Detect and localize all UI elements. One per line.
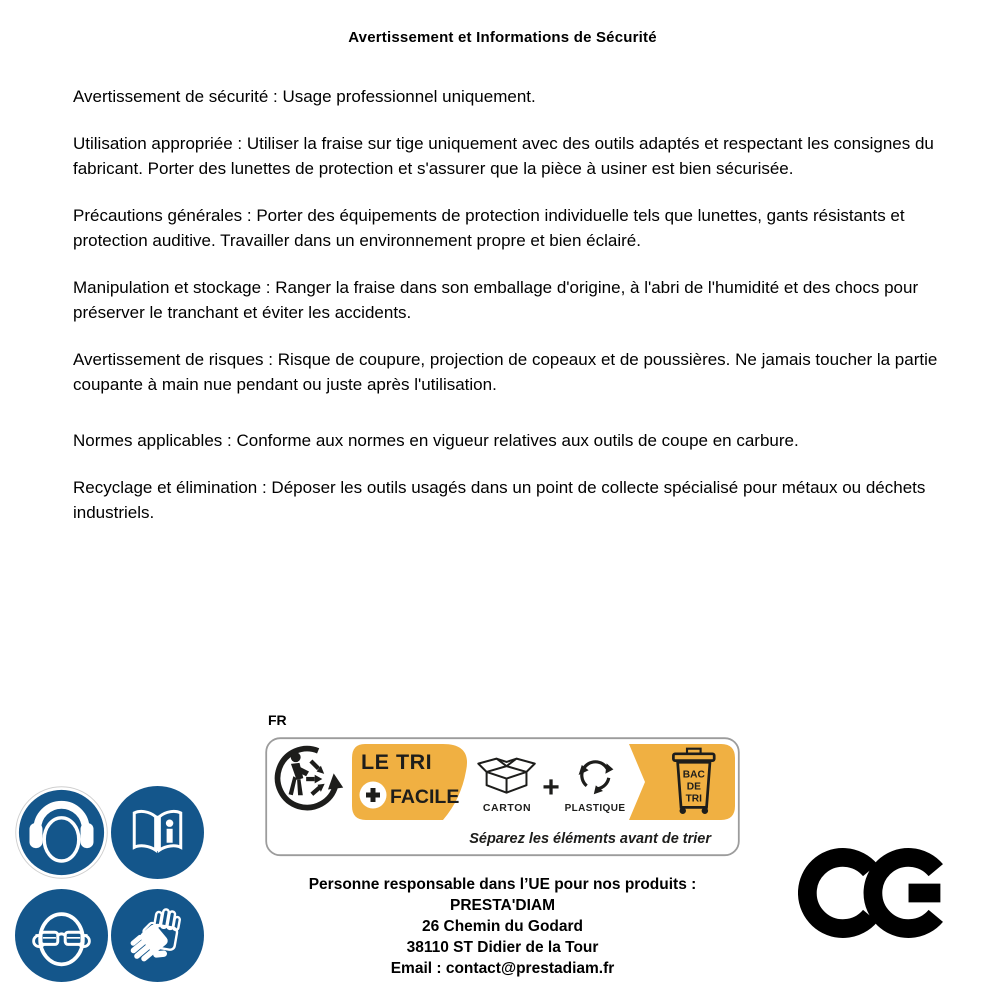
sort-tagline: Séparez les éléments avant de trier [469, 831, 711, 847]
plastique-label: PLASTIQUE [564, 803, 626, 814]
safety-paragraph: Avertissement de sécurité : Usage professionnel uniquement. [73, 87, 536, 106]
carton-label: CARTON [482, 802, 532, 814]
company-name: PRESTA'DIAM [449, 897, 555, 914]
wear-gloves-icon [111, 889, 204, 982]
contact-email: Email : contact@prestadiam.fr [390, 960, 615, 977]
read-manual-icon [111, 786, 204, 879]
safety-paragraph: Recyclage et élimination : Déposer les outils usagés dans un point de collecte spécialisé pour métaux ou déchets industriels. [73, 478, 926, 522]
info-tri-recycling-label [265, 737, 740, 857]
ce-mark-icon [798, 843, 946, 943]
safety-paragraph: Manipulation et stockage : Ranger la fraise dans son emballage d'origine, à l'abri de l'humidité et des chocs pour préserver le tranchant et éviter les accidents. [73, 278, 919, 322]
facile-text: FACILE [390, 786, 460, 808]
safety-paragraph: Utilisation appropriée : Utiliser la fraise sur tige uniquement avec des outils adaptés et respectant les consignes du fabricant. Porter des lunettes de protection et s'assurer que la pièce à usiner est bien sécurisée. [73, 134, 934, 178]
le-tri-text: LE TRI [361, 750, 433, 774]
bin-text-line: DE [686, 781, 701, 793]
address-city: 38110 ST Didier de la Tour [406, 939, 599, 956]
responsible-intro: Personne responsable dans l’UE pour nos produits : [308, 876, 697, 893]
fr-country-label: FR [268, 712, 287, 728]
bin-text-line: BAC [682, 769, 705, 781]
wear-ear-protection-icon [15, 786, 108, 879]
safety-paragraph: Normes applicables : Conforme aux normes en vigueur relatives aux outils de coupe en carbure. [73, 431, 799, 450]
materials-plus-sign: + [542, 771, 560, 804]
safety-text-block [73, 84, 945, 547]
bin-text-line: TRI [685, 793, 703, 805]
safety-paragraph: Précautions générales : Porter des équipements de protection individuelle tels que lunettes, gants résistants et protection auditive. Travailler dans un environnement propre et bien éclairé. [73, 206, 905, 250]
responsible-person-block [265, 874, 740, 979]
page-title: Avertissement et Informations de Sécurité [348, 29, 657, 46]
safety-paragraph: Avertissement de risques : Risque de coupure, projection de copeaux et de poussières. Ne jamais toucher la partie coupante à main nue pendant ou juste après l'utilisation. [73, 350, 938, 394]
le-tri-facile-tab [352, 744, 467, 820]
wear-eye-protection-icon [15, 889, 108, 982]
address-street: 26 Chemin du Godard [421, 918, 584, 935]
